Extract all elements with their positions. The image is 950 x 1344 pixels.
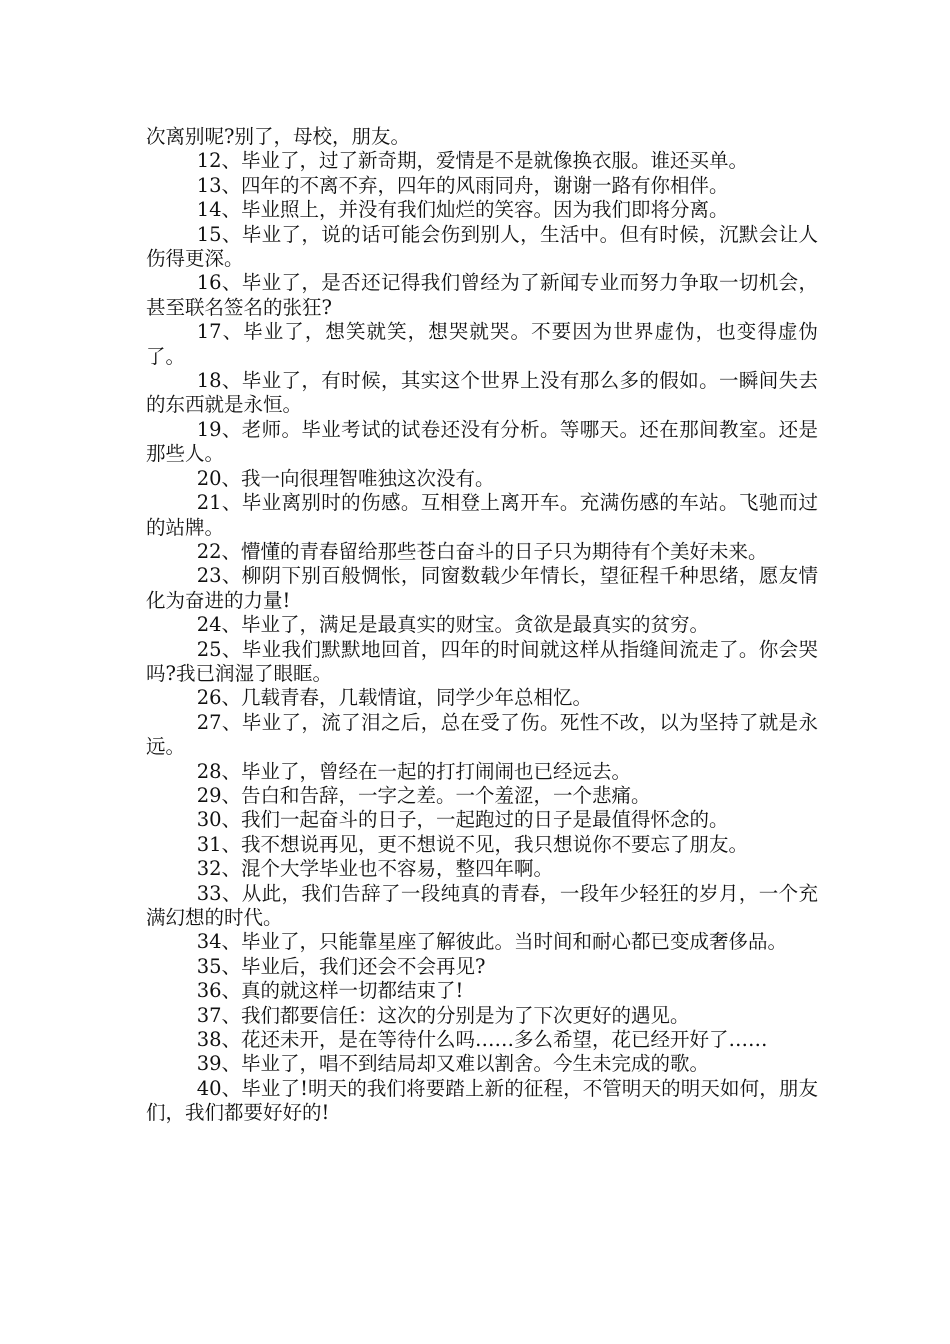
paragraph-continued: 次离别呢?别了，母校，朋友。	[146, 125, 410, 148]
paragraph-32: 32、混个大学毕业也不容易，整四年啊。	[196, 857, 554, 881]
paragraph-36: 36、真的就这样一切都结束了!	[196, 979, 464, 1003]
paragraph-34: 34、毕业了，只能靠星座了解彼此。当时间和耐心都已变成奢侈品。	[196, 930, 788, 954]
paragraph-30: 30、我们一起奋斗的日子，一起跑过的日子是最值得怀念的。	[196, 808, 729, 832]
paragraph-39: 39、毕业了，唱不到结局却又难以割舍。今生未完成的歌。	[196, 1052, 710, 1076]
paragraph-26: 26、几载青春，几载情谊，同学少年总相忆。	[196, 686, 593, 710]
paragraph-13: 13、四年的不离不弃，四年的风雨同舟，谢谢一路有你相伴。	[196, 173, 729, 197]
paragraph-28: 28、毕业了，曾经在一起的打打闹闹也已经远去。	[196, 759, 632, 783]
paragraph-29: 29、告白和告辞，一字之差。一个羞涩，一个悲痛。	[196, 783, 651, 807]
paragraph-14: 14、毕业照上，并没有我们灿烂的笑容。因为我们即将分离。	[196, 198, 729, 222]
paragraph-24: 24、毕业了，满足是最真实的财宝。贪欲是最真实的贫穷。	[196, 613, 710, 637]
paragraph-16: 16、毕业了，是否还记得我们曾经为了新闻专业而努力争取一切机会，甚至联名签名的张狂?	[146, 271, 818, 319]
paragraph-23: 23、柳阴下别百般惆怅，同窗数载少年情长，望征程千种思绪，愿友情化为奋进的力量!	[146, 564, 818, 612]
paragraph-18: 18、毕业了，有时候，其实这个世界上没有那么多的假如。一瞬间失去的东西就是永恒。	[146, 369, 818, 417]
paragraph-19: 19、老师。毕业考试的试卷还没有分析。等哪天。还在那间教室。还是那些人。	[146, 417, 818, 466]
paragraph-27: 27、毕业了，流了泪之后，总在受了伤。死性不改，以为坚持了就是永远。	[146, 710, 818, 759]
paragraph-17: 17、毕业了，想笑就笑，想哭就哭。不要因为世界虚伪，也变得虚伪了。	[146, 320, 818, 368]
paragraph-21: 21、毕业离别时的伤感。互相登上离开车。充满伤感的车站。飞驰而过的站牌。	[146, 491, 818, 539]
paragraph-20: 20、我一向很理智唯独这次没有。	[196, 466, 495, 490]
paragraph-15: 15、毕业了，说的话可能会伤到别人，生活中。但有时候，沉默会让人伤得更深。	[146, 222, 818, 271]
paragraph-40: 40、毕业了!明天的我们将要踏上新的征程，不管明天的明天如何，朋友们，我们都要好好的!	[146, 1076, 818, 1125]
document-body	[146, 125, 818, 1126]
paragraph-37: 37、我们都要信任：这次的分别是为了下次更好的遇见。	[196, 1003, 690, 1027]
paragraph-38: 38、花还未开，是在等待什么吗……多么希望，花已经开好了……	[196, 1028, 768, 1052]
paragraph-22: 22、懵懂的青春留给那些苍白奋斗的日子只为期待有个美好未来。	[196, 539, 768, 563]
paragraph-12: 12、毕业了，过了新奇期，爱情是不是就像换衣服。谁还买单。	[196, 149, 749, 173]
paragraph-35: 35、毕业后，我们还会不会再见?	[196, 954, 486, 978]
paragraph-25: 25、毕业我们默默地回首，四年的时间就这样从指缝间流走了。你会哭吗?我已润湿了眼眶。	[146, 637, 818, 685]
paragraph-31: 31、我不想说再见，更不想说不见，我只想说你不要忘了朋友。	[196, 832, 749, 856]
paragraph-33: 33、从此，我们告辞了一段纯真的青春，一段年少轻狂的岁月，一个充满幻想的时代。	[146, 881, 818, 929]
